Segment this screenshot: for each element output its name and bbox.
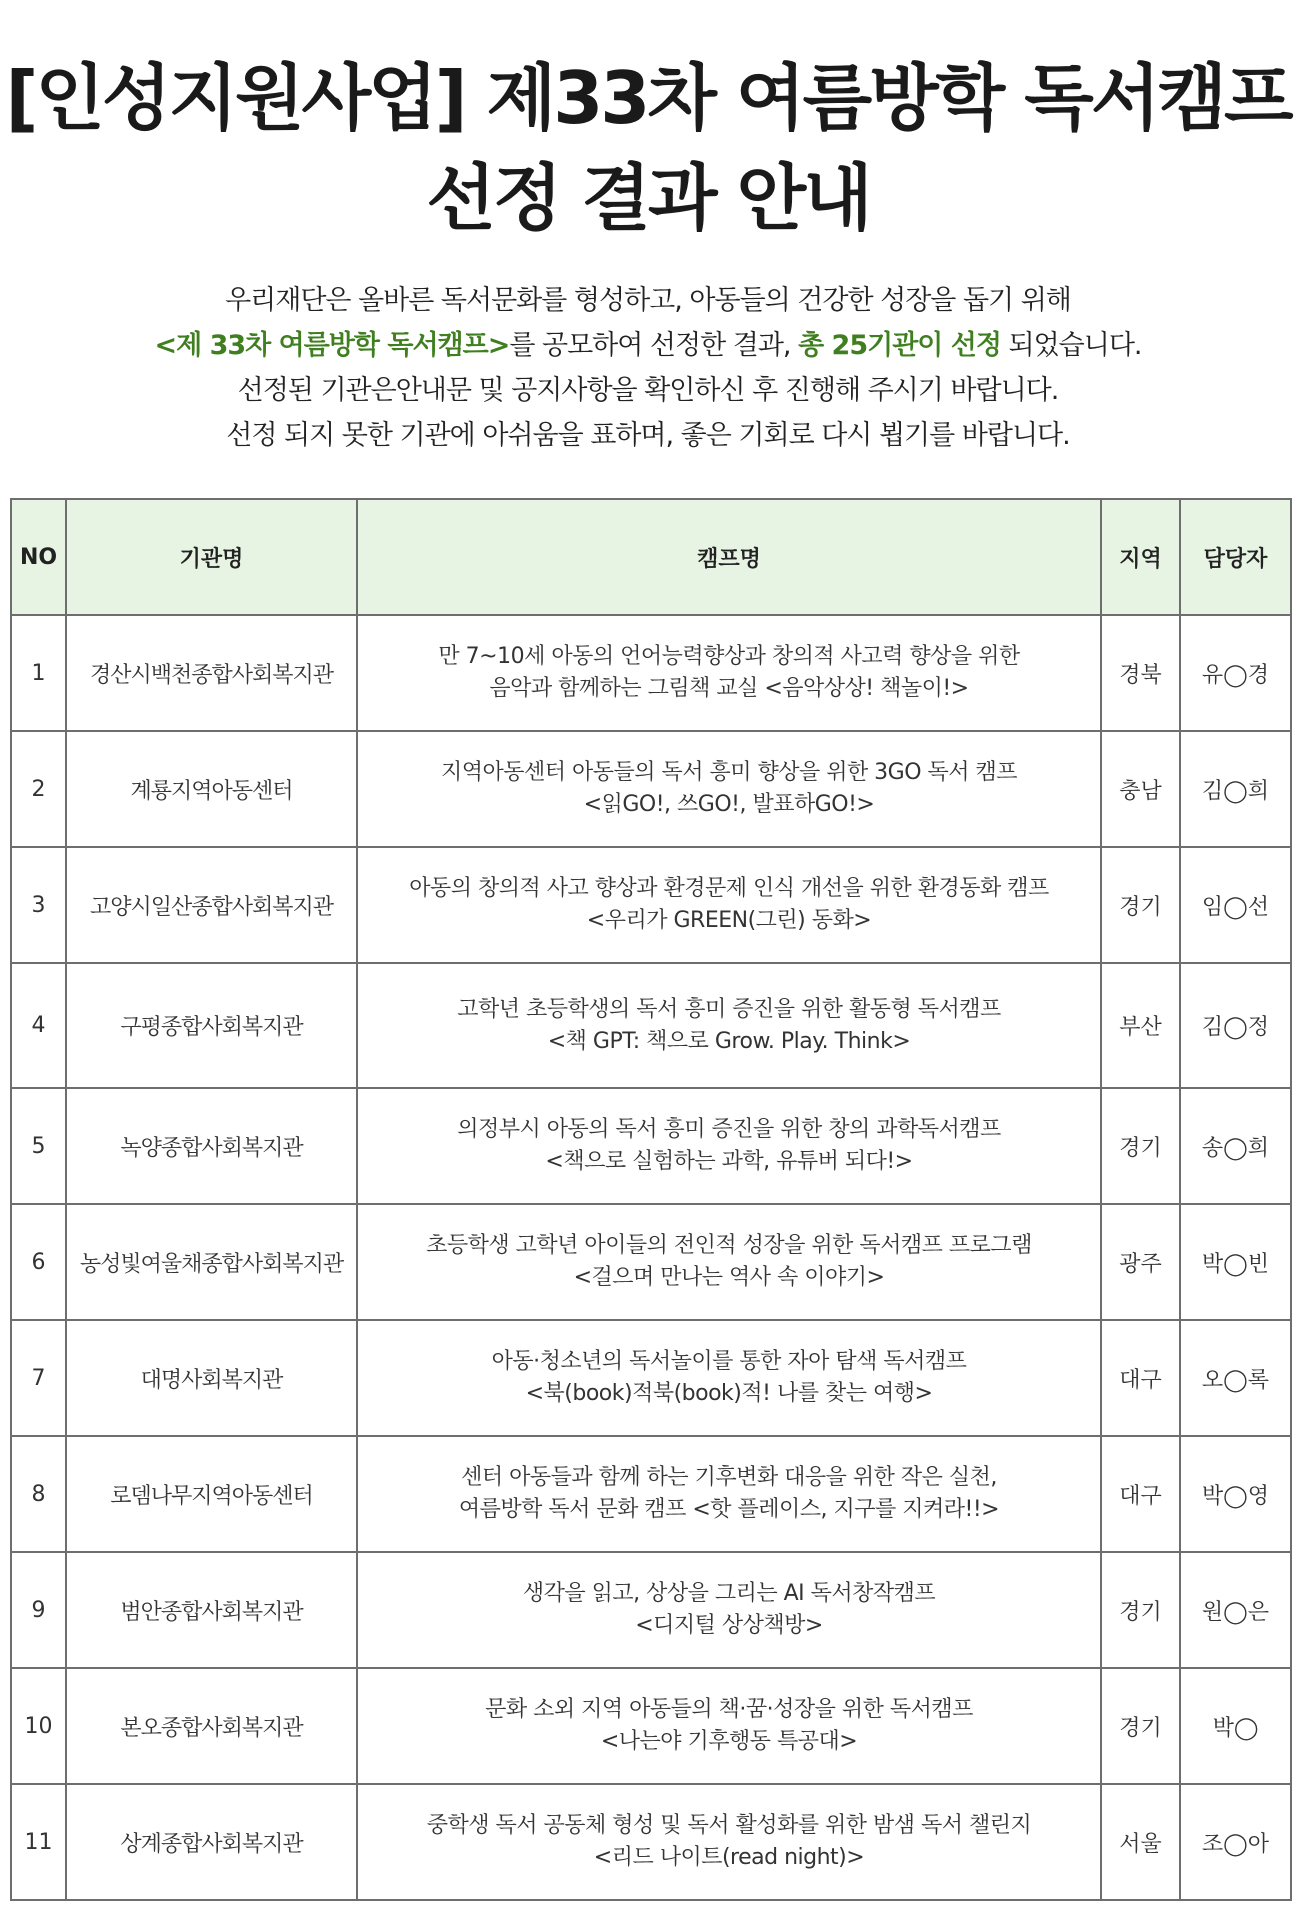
page-title-line2: 선정 결과 안내 <box>426 156 870 240</box>
table-row <box>11 731 1291 847</box>
camp-line-1: 초등학생 고학년 아이들의 전인적 성장을 위한 독서캠프 프로그램 <box>426 1233 1032 1258</box>
row-manager: 김◯희 <box>1180 731 1291 847</box>
row-camp <box>357 1320 1101 1436</box>
row-region: 부산 <box>1101 963 1180 1088</box>
camp-line-2: 음악과 함께하는 그림책 교실 <음악상상! 책놀이!> <box>489 676 969 701</box>
page-title-line1: [인성지원사업] 제33차 여름방학 독서캠프 <box>5 56 1291 140</box>
row-no: 3 <box>11 847 66 963</box>
camp-line-1: 고학년 초등학생의 독서 흥미 증진을 위한 활동형 독서캠프 <box>457 996 1001 1022</box>
intro-line-2-text: 를 공모하여 선정한 결과, <box>509 330 799 361</box>
table-row <box>11 1436 1291 1552</box>
camp-line-2: <책으로 실험하는 과학, 유튜버 되다!> <box>545 1149 913 1174</box>
camp-line-2: <읽GO!, 쓰GO!, 발표하GO!> <box>583 792 875 817</box>
table-row <box>11 847 1291 963</box>
row-org: 상계종합사회복지관 <box>66 1784 357 1900</box>
row-manager: 박◯영 <box>1180 1436 1291 1552</box>
camp-line-2: <걸으며 만나는 역사 속 이야기> <box>573 1265 885 1290</box>
camp-line-2: <리드 나이트(read night)> <box>593 1845 865 1870</box>
row-no: 10 <box>11 1668 66 1784</box>
row-no: 2 <box>11 731 66 847</box>
camp-line-2: <책 GPT: 책으로 Grow. Play. Think> <box>547 1028 911 1054</box>
row-manager: 박◯빈 <box>1180 1204 1291 1320</box>
row-region: 충남 <box>1101 731 1180 847</box>
table-header-row <box>11 499 1291 615</box>
row-region: 대구 <box>1101 1436 1180 1552</box>
camp-line-1: 지역아동센터 아동들의 독서 흥미 향상을 위한 3GO 독서 캠프 <box>440 760 1018 785</box>
table-row <box>11 1552 1291 1668</box>
row-region: 경기 <box>1101 1552 1180 1668</box>
row-manager: 박◯ <box>1180 1668 1291 1784</box>
header-manager: 담당자 <box>1180 499 1291 615</box>
camp-line-1: 아동·청소년의 독서놀이를 통한 자아 탐색 독서캠프 <box>491 1349 967 1374</box>
row-no: 7 <box>11 1320 66 1436</box>
table-row <box>11 1668 1291 1784</box>
row-no: 11 <box>11 1784 66 1900</box>
intro-selected-count: 총 25기관이 선정 <box>798 330 1001 361</box>
row-no: 9 <box>11 1552 66 1668</box>
row-region: 경기 <box>1101 1668 1180 1784</box>
row-manager: 원◯은 <box>1180 1552 1291 1668</box>
intro-paragraph <box>0 278 1296 458</box>
row-camp <box>357 1668 1101 1784</box>
table-row <box>11 1204 1291 1320</box>
table-row <box>11 1784 1291 1900</box>
camp-line-1: 센터 아동들과 함께 하는 기후변화 대응을 위한 작은 실천, <box>461 1465 997 1490</box>
intro-line-3: 선정된 기관은안내문 및 공지사항을 확인하신 후 진행해 주시기 바랍니다. <box>237 375 1059 406</box>
camp-line-1: 아동의 창의적 사고 향상과 환경문제 인식 개선을 위한 환경동화 캠프 <box>409 876 1049 901</box>
row-org: 경산시백천종합사회복지관 <box>66 615 357 731</box>
camp-line-1: 의정부시 아동의 독서 흥미 증진을 위한 창의 과학독서캠프 <box>457 1117 1001 1142</box>
header-camp: 캠프명 <box>357 499 1101 615</box>
row-region: 광주 <box>1101 1204 1180 1320</box>
row-camp <box>357 1088 1101 1204</box>
row-no: 5 <box>11 1088 66 1204</box>
row-camp <box>357 1204 1101 1320</box>
row-org: 본오종합사회복지관 <box>66 1668 357 1784</box>
row-no: 1 <box>11 615 66 731</box>
row-org: 농성빛여울채종합사회복지관 <box>66 1204 357 1320</box>
row-manager: 임◯선 <box>1180 847 1291 963</box>
header-region: 지역 <box>1101 499 1180 615</box>
row-region: 서울 <box>1101 1784 1180 1900</box>
intro-line-2-end: 되었습니다. <box>1000 330 1142 361</box>
intro-line-4: 선정 되지 못한 기관에 아쉬움을 표하며, 좋은 기회로 다시 뵙기를 바랍니다. <box>226 420 1070 451</box>
row-manager: 오◯록 <box>1180 1320 1291 1436</box>
intro-line-1: 우리재단은 올바른 독서문화를 형성하고, 아동들의 건강한 성장을 돕기 위해 <box>225 285 1071 316</box>
table-row <box>11 963 1291 1088</box>
table-row <box>11 615 1291 731</box>
row-manager: 김◯정 <box>1180 963 1291 1088</box>
camp-line-2: <북(book)적북(book)적! 나를 찾는 여행> <box>525 1381 933 1406</box>
camp-line-2: <디지털 상상책방> <box>635 1613 823 1638</box>
row-org: 구평종합사회복지관 <box>66 963 357 1088</box>
row-manager: 유◯경 <box>1180 615 1291 731</box>
row-org: 로뎀나무지역아동센터 <box>66 1436 357 1552</box>
row-org: 녹양종합사회복지관 <box>66 1088 357 1204</box>
row-camp <box>357 963 1101 1088</box>
row-org: 대명사회복지관 <box>66 1320 357 1436</box>
row-region: 대구 <box>1101 1320 1180 1436</box>
row-camp <box>357 731 1101 847</box>
camp-line-1: 만 7~10세 아동의 언어능력향상과 창의적 사고력 향상을 위한 <box>438 644 1020 669</box>
row-region: 경기 <box>1101 1088 1180 1204</box>
camp-line-2: <나는야 기후행동 특공대> <box>600 1729 858 1754</box>
row-no: 8 <box>11 1436 66 1552</box>
camp-line-1: 문화 소외 지역 아동들의 책·꿈·성장을 위한 독서캠프 <box>485 1697 973 1722</box>
table-row <box>11 1320 1291 1436</box>
row-camp <box>357 1552 1101 1668</box>
row-org: 고양시일산종합사회복지관 <box>66 847 357 963</box>
header-no: NO <box>11 499 66 615</box>
row-manager: 조◯아 <box>1180 1784 1291 1900</box>
camp-line-1: 생각을 읽고, 상상을 그리는 AI 독서창작캠프 <box>522 1581 936 1606</box>
row-camp <box>357 615 1101 731</box>
row-region: 경북 <box>1101 615 1180 731</box>
row-no: 6 <box>11 1204 66 1320</box>
row-org: 계룡지역아동센터 <box>66 731 357 847</box>
table-row <box>11 1088 1291 1204</box>
row-region: 경기 <box>1101 847 1180 963</box>
camp-line-2: <우리가 GREEN(그린) 동화> <box>586 908 872 933</box>
intro-camp-name: <제 33차 여름방학 독서캠프> <box>154 330 510 361</box>
row-no: 4 <box>11 963 66 1088</box>
row-camp <box>357 1436 1101 1552</box>
row-camp <box>357 847 1101 963</box>
row-camp <box>357 1784 1101 1900</box>
intro-line-2 <box>0 323 1296 368</box>
header-org: 기관명 <box>66 499 357 615</box>
row-org: 범안종합사회복지관 <box>66 1552 357 1668</box>
selection-results-table <box>10 498 1292 1901</box>
camp-line-1: 중학생 독서 공동체 형성 및 독서 활성화를 위한 밤샘 독서 챌린지 <box>426 1813 1032 1838</box>
camp-line-2: 여름방학 독서 문화 캠프 <핫 플레이스, 지구를 지켜라!!> <box>458 1497 1000 1522</box>
row-manager: 송◯희 <box>1180 1088 1291 1204</box>
